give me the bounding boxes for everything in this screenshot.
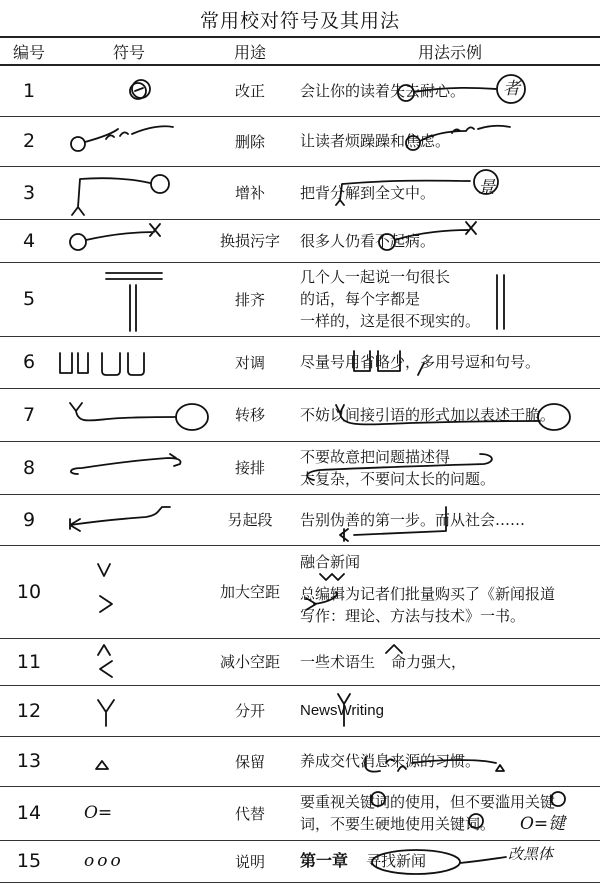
symbol-insert [58,166,200,219]
explanation-symbol-text: ooo [84,850,124,871]
row-number: 2 [0,116,58,166]
example-text: 把背分解到全文中。 [300,183,436,202]
handwritten-instruction: 改黑体 [508,844,554,863]
table-row [0,494,600,545]
row-number: 5 [0,262,58,336]
example-line: 总编辑为记者们批量购买了《新闻报道 [300,584,556,603]
header-num: 编号 [0,37,58,65]
table-row [0,545,600,638]
use-label: 另起段 [200,494,300,545]
example-text: 养成交代消息来源的习惯。 [300,752,481,770]
example-line: 不要故意把问题描述得 [300,447,451,466]
run-on-stroke-icon [300,442,600,495]
row-number: 9 [0,494,58,545]
example-line: 要重视关键词的使用，但不要滥用关键 [300,793,556,811]
delete-mark-icon [58,117,200,167]
row-number: 1 [0,65,58,116]
row-number: 4 [0,219,58,262]
usage-example [300,736,600,786]
example-line: 太复杂，不要问太长的问题。 [300,469,496,488]
symbol-run-on [58,441,200,494]
use-label: 排齐 [200,262,300,336]
table-row [0,219,600,262]
usage-example [300,840,600,882]
separate-stroke-icon [300,686,600,737]
symbol-explanation [58,840,200,882]
example-text: 不妨以间接引语的形式加以表述干脆。 [300,405,556,424]
example-line: 一样的，这是很不现实的。 [300,312,481,330]
example-text: 让读者烦躁躁和焦虑。 [300,132,451,150]
substitute-stroke-icon [300,787,600,841]
usage-example [300,166,600,219]
align-mark-icon [58,263,200,337]
symbol-replace-damaged [58,219,200,262]
table-row [0,116,600,166]
table-row [0,262,600,336]
usage-example [300,545,600,638]
symbol-new-paragraph [58,494,200,545]
use-label: 转移 [200,388,300,441]
usage-example [300,388,600,441]
example-text: 寻找新闻 [366,852,427,870]
replace-damaged-mark-icon [58,220,200,263]
table-row [0,336,600,388]
align-stroke-icon [300,263,600,337]
example-text: 告别伪善的第一步。而从社会…… [300,510,526,529]
example-heading: 融合新闻 [300,552,361,571]
insert-stroke-icon [300,167,600,220]
example-line: 的话，每个字都是 [300,290,421,308]
table-row [0,736,600,786]
table-row [0,166,600,219]
increase-spacing-stroke-icon [300,546,600,639]
example-line: 词，不要生硬地使用关键词。 [300,815,496,833]
use-label: 接排 [200,441,300,494]
usage-example [300,638,600,685]
row-number: 6 [0,336,58,388]
row-number: 11 [0,638,58,685]
separate-mark-icon [58,686,200,737]
use-label: 分开 [200,685,300,736]
usage-example [300,494,600,545]
table-row [0,840,600,882]
new-paragraph-stroke-icon [300,495,600,546]
usage-example [300,441,600,494]
symbol-transpose [58,336,200,388]
example-text-after: 命力强大， [391,652,467,671]
handwritten-insertion: 景 [478,177,495,198]
handwritten-substitution: O=键 [520,813,566,834]
symbol-retain [58,736,200,786]
retain-mark-icon [58,737,200,787]
row-number: 14 [0,786,58,840]
row-number: 7 [0,388,58,441]
use-label: 换损污字 [200,219,300,262]
row-number: 3 [0,166,58,219]
reduce-spacing-mark-icon [58,639,200,686]
use-label: 减小空距 [200,638,300,685]
usage-example [300,65,600,116]
correct-mark-icon [58,66,200,117]
run-on-mark-icon [58,442,200,495]
correction-stroke-icon [300,66,600,117]
new-paragraph-mark-icon [58,495,200,546]
symbol-delete [58,116,200,166]
row-number: 13 [0,736,58,786]
usage-example [300,116,600,166]
increase-spacing-mark-icon [58,546,200,639]
reduce-spacing-stroke-icon [300,639,600,686]
proofreading-marks-table [0,36,600,883]
usage-example [300,336,600,388]
symbol-align [58,262,200,336]
use-label: 删除 [200,116,300,166]
symbol-move [58,388,200,441]
symbol-separate [58,685,200,736]
row-number: 10 [0,545,58,638]
usage-example [300,786,600,840]
example-chapter: 第一章 [300,851,349,870]
example-word-2: Writing [337,701,384,719]
example-text: 会让你的读着失去耐心。 [300,81,466,100]
table-row [0,388,600,441]
use-label: 保留 [200,736,300,786]
insert-mark-icon [58,167,200,220]
move-stroke-icon [300,389,600,442]
symbol-substitute [58,786,200,840]
usage-example [300,685,600,736]
row-number: 8 [0,441,58,494]
symbol-increase-spacing [58,545,200,638]
transpose-stroke-icon [300,337,600,389]
delete-stroke-icon [300,117,600,167]
table-header-row [0,37,600,65]
replace-stroke-icon [300,220,600,263]
example-text: 很多人仍看不起病。 [300,231,436,250]
use-label: 改正 [200,65,300,116]
example-text-before: 一些术语生 [300,652,376,671]
table-row [0,638,600,685]
header-symbol: 符号 [58,37,200,65]
retain-stroke-icon [300,737,600,787]
example-line: 几个人一起说一句很长 [300,268,451,286]
table-row [0,441,600,494]
table-row [0,65,600,116]
table-row [0,685,600,736]
example-word-1: News [300,701,338,719]
use-label: 加大空距 [200,545,300,638]
use-label: 说明 [200,840,300,882]
row-number: 15 [0,840,58,882]
row-number: 12 [0,685,58,736]
page-title: 常用校对符号及其用法 [199,10,400,32]
header-use: 用途 [200,37,300,65]
example-text: 尽量号用省略少，多用号逗和句号。 [300,353,541,371]
substitute-symbol-text: O= [84,802,113,823]
transpose-mark-icon [58,337,200,389]
use-label: 对调 [200,336,300,388]
symbol-reduce-spacing [58,638,200,685]
header-example: 用法示例 [300,37,600,65]
table-row [0,786,600,840]
symbol-correct [58,65,200,116]
usage-example [300,262,600,336]
use-label: 增补 [200,166,300,219]
explanation-stroke-icon [300,841,600,883]
handwritten-correction: 者 [503,79,520,99]
use-label: 代替 [200,786,300,840]
usage-example [300,219,600,262]
example-line: 写作：理论、方法与技术》一书。 [300,606,526,625]
move-mark-icon [58,389,200,442]
